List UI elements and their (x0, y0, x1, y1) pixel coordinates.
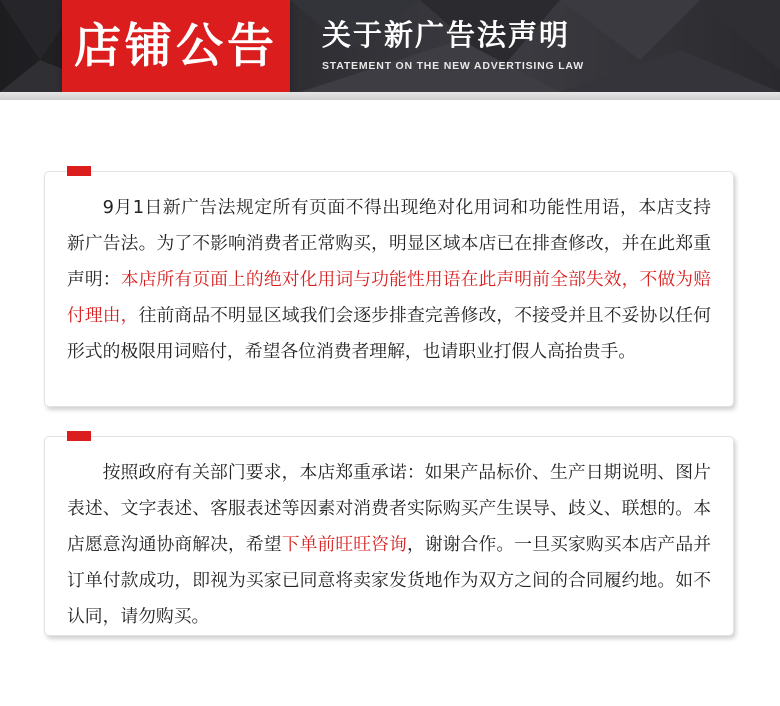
card-accent-mark (67, 166, 91, 176)
notice-2-emphasis: 下单前旺旺咨询 (281, 534, 407, 555)
notice-card-1 (44, 171, 734, 407)
notice-card-2 (44, 436, 734, 636)
notice-2-text-after: ，谢谢合作。一旦买家购买本店产品并订单付款成功，即视为买家已同意将卖家发货地作为双方之间的合同履约地。如不认同，请勿购买。 (67, 534, 711, 627)
subtitle-english: STATEMENT ON THE NEW ADVERTISING LAW (322, 60, 584, 72)
banner-shard (700, 0, 780, 70)
page-title: 店铺公告 (74, 18, 278, 74)
header-banner (0, 0, 780, 100)
title-box (62, 0, 290, 92)
subtitle-chinese: 关于新广告法声明 (322, 18, 571, 52)
subtitle-block (322, 18, 652, 72)
card-accent-mark (67, 431, 91, 441)
notice-1-text-before: 9月1日新广告法规定所有页面不得出现绝对化用词和功能性用语，本店支持新广告法。为了不影响消费者正常购买，明显区域本店已在排查修改，并在此郑重声明： (67, 197, 711, 290)
notice-2-text (67, 455, 711, 635)
notice-1-text-after: 往前商品不明显区域我们会逐步排查完善修改，不接受并且不妥协以任何形式的极限用词赔付，希望各位消费者理解，也请职业打假人高抬贵手。 (67, 305, 711, 362)
notice-1-emphasis: 本店所有页面上的绝对化用词与功能性用语在此声明前全部失效，不做为赔付理由， (67, 269, 711, 326)
notice-2-text-before: 按照政府有关部门要求，本店郑重承诺：如果产品标价、生产日期说明、图片表述、文字表述、客服表述等因素对消费者实际购买产生误导、歧义、联想的。本店愿意沟通协商解决，希望 (67, 462, 711, 555)
notice-1-text (67, 190, 711, 370)
banner-bottom-strip (0, 92, 780, 100)
